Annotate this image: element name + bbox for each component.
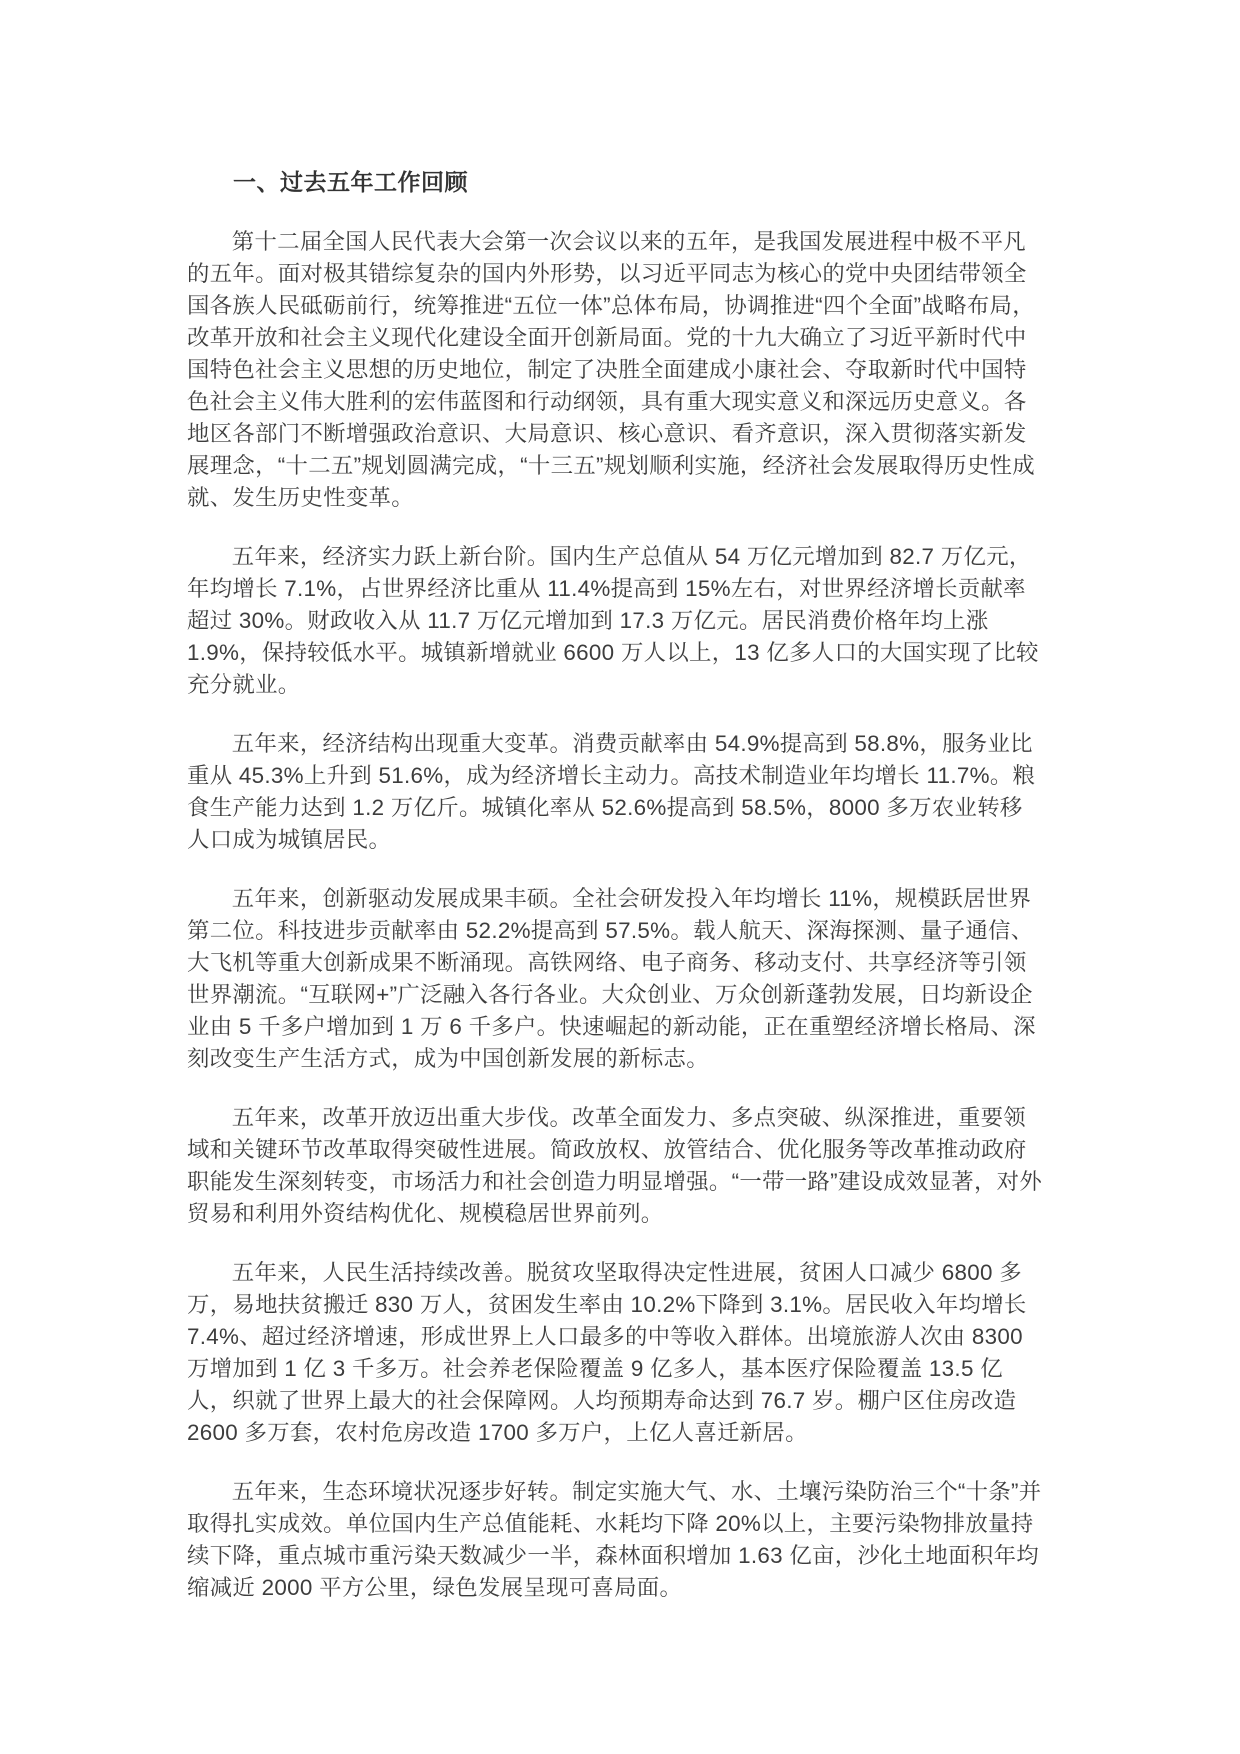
paragraph-ecology: 五年来，生态环境状况逐步好转。制定实施大气、水、土壤污染防治三个“十条”并取得扎实成效。单位国内生产总值能耗、水耗均下降 20%以上，主要污染物排放量持续下降，重点城市重污染天数减少一半，森林面积增加 1.63 亿亩，沙化土地面积年均缩减近 2000 平方公里，绿色发展呈现可喜局面。 [187, 1479, 1042, 1600]
paragraph-economic-strength: 五年来，经济实力跃上新台阶。国内生产总值从 54 万亿元增加到 82.7 万亿元，年均增长 7.1%，占世界经济比重从 11.4%提高到 15%左右，对世界经济增长贡献率超过 30%。财政收入从 11.7 万亿元增加到 17.3 万亿元。居民消费价格年均上涨 1.9%，保持较低水平。城镇新增就业 6600 万人以上，13 亿多人口的大国实现了比较充分就业。 [187, 544, 1039, 697]
document-body [187, 166, 1044, 1631]
paragraph-economic-structure: 五年来，经济结构出现重大变革。消费贡献率由 54.9%提高到 58.8%，服务业比重从 45.3%上升到 51.6%，成为经济增长主动力。高技术制造业年均增长 11.7%。粮食生产能力达到 1.2 万亿斤。城镇化率从 52.6%提高到 58.5%，8000 多万农业转移人口成为城镇居民。 [187, 731, 1036, 852]
paragraph-living-standards: 五年来，人民生活持续改善。脱贫攻坚取得决定性进展，贫困人口减少 6800 多万，易地扶贫搬迁 830 万人，贫困发生率由 10.2%下降到 3.1%。居民收入年均增长 7.4%、超过经济增速，形成世界上人口最多的中等收入群体。出境旅游人次由 8300 万增加到 1 亿 3 千多万。社会养老保险覆盖 9 亿多人，基本医疗保险覆盖 13.5 亿人，织就了世界上最大的社会保障网。人均预期寿命达到 76.7 岁。棚户区住房改造 2600 多万套，农村危房改造 1700 多万户，上亿人喜迁新居。 [187, 1260, 1027, 1445]
section-heading: 一、过去五年工作回顾 [233, 169, 468, 195]
paragraph-innovation: 五年来，创新驱动发展成果丰硕。全社会研发投入年均增长 11%，规模跃居世界第二位。科技进步贡献率由 52.2%提高到 57.5%。载人航天、深海探测、量子通信、大飞机等重大创新成果不断涌现。高铁网络、电子商务、移动支付、共享经济等引领世界潮流。“互联网+”广泛融入各行各业。大众创业、万众创新蓬勃发展，日均新设企业由 5 千多户增加到 1 万 6 千多户。快速崛起的新动能，正在重塑经济增长格局、深刻改变生产生活方式，成为中国创新发展的新标志。 [187, 886, 1036, 1071]
paragraph-reform-opening: 五年来，改革开放迈出重大步伐。改革全面发力、多点突破、纵深推进，重要领域和关键环节改革取得突破性进展。简政放权、放管结合、优化服务等改革推动政府职能发生深刻转变，市场活力和社会创造力明显增强。“一带一路”建设成效显著，对外贸易和利用外资结构优化、规模稳居世界前列。 [187, 1105, 1043, 1226]
paragraph-overview: 第十二届全国人民代表大会第一次会议以来的五年，是我国发展进程中极不平凡的五年。面对极其错综复杂的国内外形势，以习近平同志为核心的党中央团结带领全国各族人民砥砺前行，统筹推进“五位一体”总体布局，协调推进“四个全面”战略布局，改革开放和社会主义现代化建设全面开创新局面。党的十九大确立了习近平新时代中国特色社会主义思想的历史地位，制定了决胜全面建成小康社会、夺取新时代中国特色社会主义伟大胜利的宏伟蓝图和行动纲领，具有重大现实意义和深远历史意义。各地区各部门不断增强政治意识、大局意识、核心意识、看齐意识，深入贯彻落实新发展理念，“十二五”规划圆满完成，“十三五”规划顺利实施，经济社会发展取得历史性成就、发生历史性变革。 [187, 229, 1035, 510]
